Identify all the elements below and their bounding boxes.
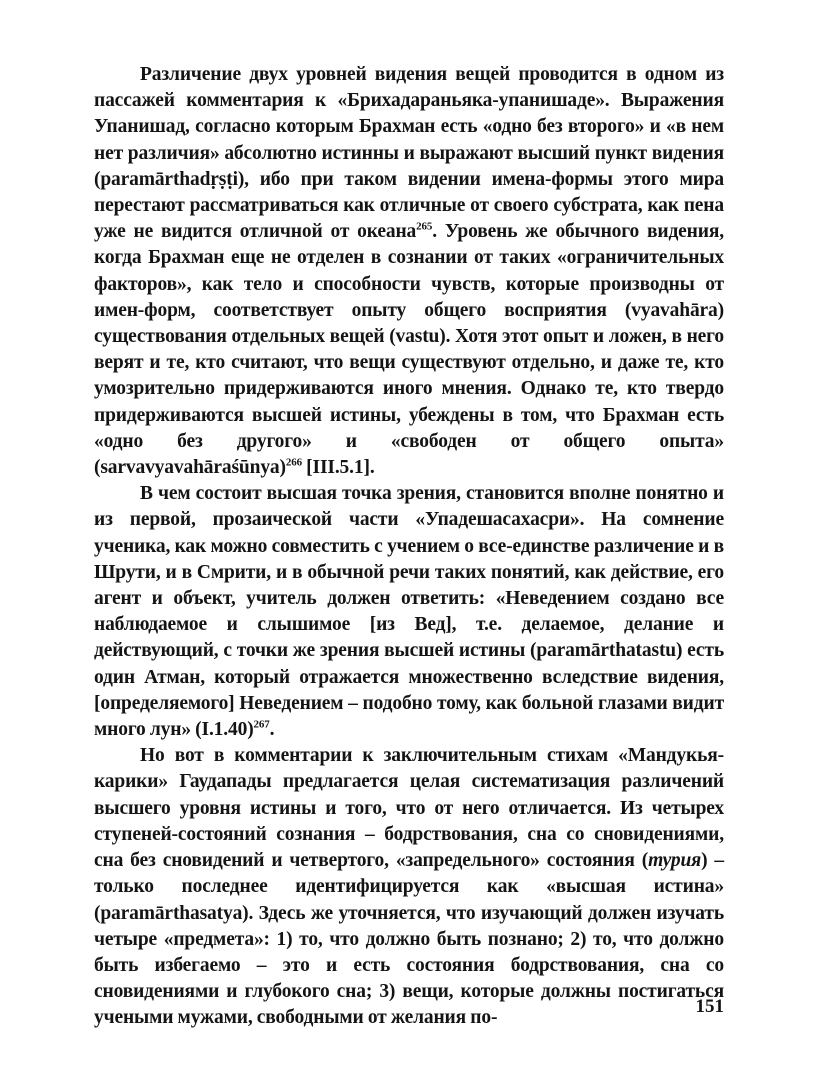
page-number: 151 — [695, 996, 724, 1017]
page-body — [94, 62, 724, 1032]
paragraph-1-text-2: . Уровень же обычного видения, когда Брахман еще не отделен в сознании от таких «ограничительных факторов», как тело и способности чувств, которые производны от имен-форм, соответствует опыту общего восприятия (vyavahāra) существования отдельных вещей (vastu). Хотя этот опыт и ложен, в него верят и те, кто считают, что вещи существуют отдельно, и даже те, кто умозрительно придерживаются иного мнения. Однако те, кто твердо придерживаются высшей истины, убеждены в том, что Брахман есть «одно без другого» и «свободен от общего опыта» (sarvavyavahāraśūnya) — [94, 221, 724, 479]
paragraph-1-text-3: [III.5.1]. — [301, 457, 375, 479]
paragraph-2-text-2: . — [269, 719, 275, 741]
footnote-ref-266: 266 — [285, 456, 302, 469]
paragraph-3-text: Но вот в комментарии к заключительным стихам «Мандукья-карики» Гаудапады предлагается целая систематизация различений высшего уровня истины и того, что от него отличается. Из четырех ступеней-состояний сознания – бодрствования, сна со сновидениями, сна без сновидений и четвертого, «запредельного» состояния ( — [94, 745, 724, 872]
footnote-ref-265: 265 — [416, 220, 433, 233]
paragraph-3 — [94, 743, 724, 1031]
paragraph-1 — [94, 62, 724, 481]
paragraph-3-italic-term: турия — [648, 850, 702, 872]
paragraph-3-text-2: ) – только последнее идентифицируется как «высшая истина» (paramārthasatya). Здесь же уточняется, что изучающий должен изучать четыре «предмета»: 1) то, что должно быть познано; 2) то, что должно быть избегаемо – это и есть состояния бодрствования, сна со сновидениями и глубокого сна; 3) вещи, которые должны постигаться учеными мужами, свободными от желания по- — [94, 850, 724, 1029]
paragraph-1-text: Различение двух уровней видения вещей проводится в одном из пассажей комментария к «Брихадараньяка-упанишаде». Выражения Упанишад, согласно которым Брахман есть «одно без второго» и «в нем нет различия» абсолютно истинны и выражают высший пункт видения (paramārthadṛṣṭi), ибо при таком видении имена-формы этого мира перестают рассматриваться как отличные от своего субстрата, как пена уже не видится отличной от океана — [94, 64, 724, 243]
paragraph-2-text: В чем состоит высшая точка зрения, становится вполне понятно и из первой, прозаической части «Упадешасахасри». На сомнение ученика, как можно совместить с учением о все-единстве различение и в Шрути, и в Смрити, и в обычной речи таких понятий, как действие, его агент и объект, учитель должен ответить: «Неведением создано все наблюдаемое и слышимое [из Вед], т.е. делаемое, делание и действующий, с точки же зрения высшей истины (paramārthatastu) есть один Атман, который отражается множественно вследствие видения, [определяемого] Неведением – подобно тому, как больной глазами видит много лун» (I.1.40) — [94, 483, 724, 741]
paragraph-2 — [94, 481, 724, 743]
footnote-ref-267: 267 — [253, 718, 270, 731]
